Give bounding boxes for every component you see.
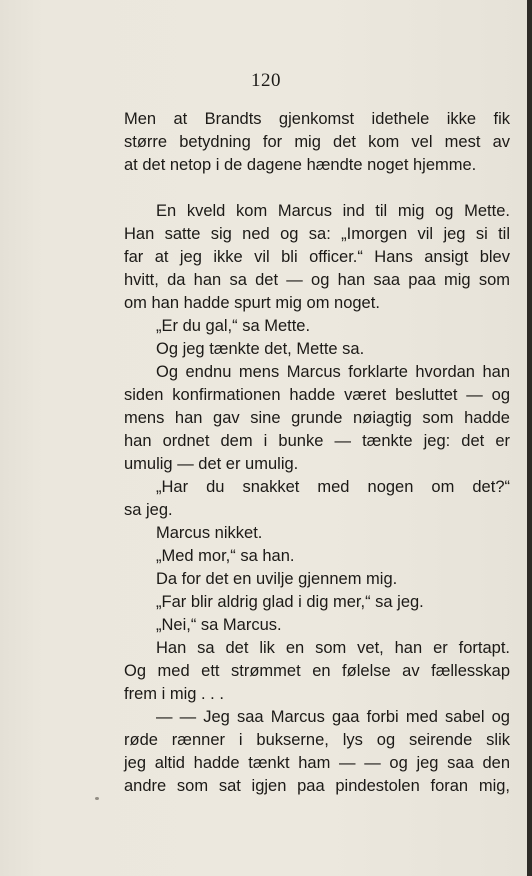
paper-speck: [95, 797, 99, 800]
text-line: jeg altid hadde tænkt ham — — og jeg saa den: [124, 754, 510, 772]
text-line: sa jeg.: [124, 501, 173, 519]
text-line: — — Jeg saa Marcus gaa forbi med sabel og: [156, 708, 510, 726]
text-line: „Far blir aldrig glad i dig mer,“ sa jeg.: [156, 593, 424, 611]
text-line: større betydning for mig det kom vel mest av: [124, 133, 510, 151]
text-line: Da for det en uvilje gjennem mig.: [156, 570, 398, 588]
page-edge-shadow: [527, 0, 532, 876]
text-line: at det netop i de dagene hændte noget hjemme.: [124, 156, 477, 174]
text-line: „Med mor,“ sa han.: [156, 547, 295, 565]
text-line: om han hadde spurt mig om noget.: [124, 294, 380, 312]
text-line: røde rænner i bukserne, lys og seirende slik: [124, 731, 510, 749]
text-line: „Har du snakket med nogen om det?“: [156, 478, 510, 496]
text-line: hvitt, da han sa det — og han saa paa mig som: [124, 271, 510, 289]
text-line: andre som sat igjen paa pindestolen foran mig,: [124, 777, 510, 795]
text-line: Han sa det lik en som vet, han er fortapt.: [156, 639, 510, 657]
text-line: mens han gav sine grunde nøiagtig som hadde: [124, 409, 510, 427]
text-line: frem i mig . . .: [124, 685, 224, 703]
text-line: Marcus nikket.: [156, 524, 263, 542]
page-number: 120: [251, 70, 281, 91]
text-line: „Nei,“ sa Marcus.: [156, 616, 282, 634]
text-line: Han satte sig ned og sa: „Imorgen vil jeg si til: [124, 225, 510, 243]
text-line: siden konfirmationen hadde været besluttet — og: [124, 386, 510, 404]
text-line: En kveld kom Marcus ind til mig og Mette.: [156, 202, 510, 220]
text-line: Og endnu mens Marcus forklarte hvordan han: [156, 363, 510, 381]
text-line: umulig — det er umulig.: [124, 455, 299, 473]
text-line: far at jeg ikke vil bli officer.“ Hans ansigt blev: [124, 248, 510, 266]
text-line: han ordnet dem i bunke — tænkte jeg: det er: [124, 432, 510, 450]
text-line: Og jeg tænkte det, Mette sa.: [156, 340, 365, 358]
paragraph-gap: [124, 177, 510, 200]
text-line: „Er du gal,“ sa Mette.: [156, 317, 311, 335]
body-text: [124, 108, 510, 798]
text-line: Men at Brandts gjenkomst idethele ikke fik: [124, 110, 510, 128]
text-line: Og med ett strømmet en følelse av fællesskap: [124, 662, 510, 680]
